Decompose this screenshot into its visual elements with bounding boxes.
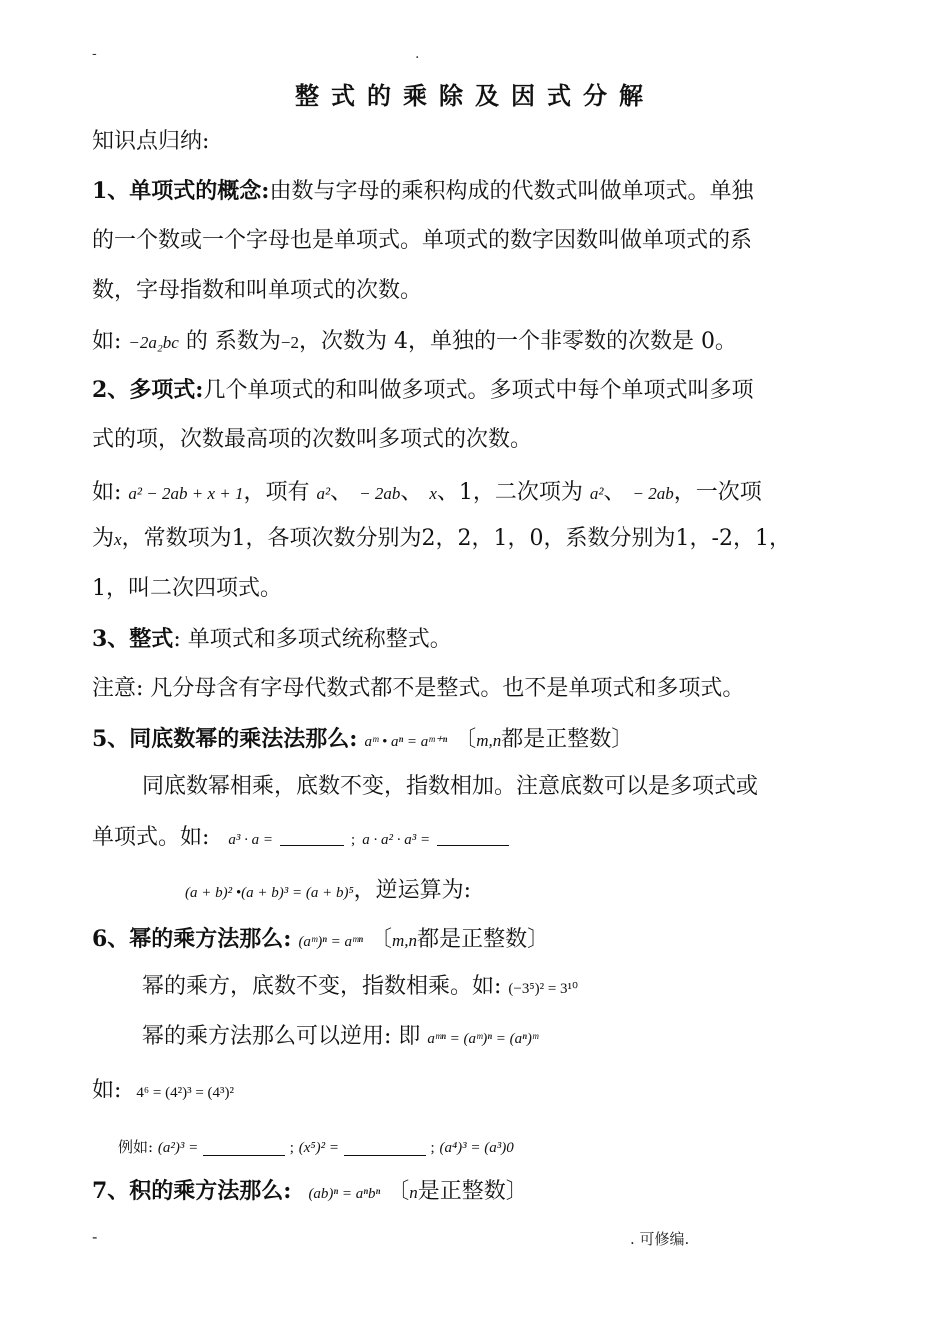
linear-label: ，一次项 xyxy=(673,480,762,505)
polynomial-expression: a² − 2ab + x + 1 xyxy=(128,484,244,503)
rule-2-example: aᵐⁿ = (aᵐ)ⁿ = (aⁿ)ᵐ xyxy=(427,1031,539,1047)
condition-text: 都是正整数〕 xyxy=(501,727,634,752)
section-6-example-line xyxy=(92,1076,234,1108)
monomial-expression: −2a₂bc xyxy=(128,333,179,352)
section-6-rule-2: 幂的乘方法那么可以逆用: 即 xyxy=(142,1024,421,1049)
section-2-heading: 2、多项式: xyxy=(92,377,204,403)
section-3-note: 注意: 凡分母含有字母代数式都不是整式。也不是单项式和多项式。 xyxy=(92,676,745,701)
reverse-operation-label: ，逆运算为: xyxy=(353,878,472,903)
section-2-example-text: ，常数项为1，各项次数分别为2，2，1，0，系数分别为1，-2，1， xyxy=(121,526,791,551)
linear-term: x xyxy=(114,530,122,549)
condition-vars: m,n xyxy=(476,731,502,750)
section-7-line xyxy=(92,1176,528,1209)
example-prefix: 如: xyxy=(92,1078,122,1103)
footer-editable-note: . 可修编. xyxy=(630,1230,690,1248)
header-center-mark: . xyxy=(415,46,420,62)
section-1-text-1: 由数与字母的乘积构成的代数式叫做单项式。单独 xyxy=(269,179,754,204)
exercise-2: (x⁵)² = xyxy=(298,1140,339,1156)
section-2-example-1: 如: a² − 2ab + x + 1，项有 a²、 − 2ab、 x、1，二次项为 a²、 − 2ab，一次项 xyxy=(92,480,762,505)
condition-text: 是正整数〕 xyxy=(417,1179,528,1204)
section-2-text-1: 几个单项式的和叫做多项式。多项式中每个单项式叫多项 xyxy=(203,378,754,403)
term-1: a² xyxy=(316,484,331,503)
example-text-1: 的 系数为 xyxy=(185,329,281,354)
section-6-rule-1-line xyxy=(142,972,578,1004)
condition-open: 〔 xyxy=(454,727,477,752)
section-1-text-2: 的一个数或一个字母也是单项式。单项式的数字因数叫做单项式的系 xyxy=(92,228,753,253)
section-1-line-1 xyxy=(92,176,753,207)
section-3-line xyxy=(92,624,452,655)
header-left-mark: - xyxy=(92,46,97,62)
section-2-line-1 xyxy=(92,375,753,406)
linear-prefix: 为 xyxy=(92,526,115,551)
footer-left-mark: - xyxy=(92,1228,98,1246)
section-5-rule-2-line: 单项式。如: a³ · a = ; a · a² · a³ = xyxy=(92,823,509,855)
section-5-rule-1: 同底数幂相乘，底数不变，指数相加。注意底数可以是多项式或 xyxy=(142,774,759,799)
condition-vars: m,n xyxy=(392,931,418,950)
example-expression: 4⁶ = (4²)³ = (4³)² xyxy=(136,1085,235,1101)
condition-open: 〔 xyxy=(387,1179,410,1204)
exercise-2-blank[interactable] xyxy=(437,831,509,846)
section-3-text: : 单项式和多项式统称整式。 xyxy=(173,627,452,652)
condition-open: 〔 xyxy=(370,927,393,952)
section-5-line xyxy=(92,724,633,757)
quadratic-term-1: a² xyxy=(589,484,604,503)
section-7-heading: 7、积的乘方法那么: xyxy=(92,1178,292,1204)
coefficient-value: −2 xyxy=(280,333,299,352)
exercise-1: a³ · a = xyxy=(228,832,274,848)
terms-label: ，项有 xyxy=(243,480,310,505)
intro-heading: 知识点归纳: xyxy=(92,129,210,154)
section-5-heading: 5、同底数幂的乘法法那么: xyxy=(92,726,358,752)
example-text-2: ，次数为 4，单独的一个非零数的次数是 0。 xyxy=(298,329,737,354)
quadratic-term-2: − 2ab xyxy=(632,484,674,503)
section-6-heading: 6、幂的乘方法那么: xyxy=(92,926,292,952)
section-2-text-2: 式的项，次数最高项的次数叫多项式的次数。 xyxy=(92,427,533,452)
term-3: x xyxy=(429,484,437,503)
section-1-example xyxy=(92,327,737,358)
exercise-1: (a²)³ = xyxy=(157,1140,199,1156)
section-5-example-line xyxy=(185,876,471,908)
section-1-heading: 1、单项式的概念: xyxy=(92,178,270,204)
page-title: 整式的乘除及因式分解 xyxy=(295,81,655,110)
condition-text: 都是正整数〕 xyxy=(417,927,550,952)
rule-1-example: (−3⁵)² = 3¹⁰ xyxy=(508,981,579,997)
exercise-2: a · a² · a³ = xyxy=(362,832,431,848)
section-2-example-2 xyxy=(92,524,791,555)
section-5-rule-2: 单项式。如: xyxy=(92,825,210,850)
product-rule-formula: aᵐ • aⁿ = aᵐ⁺ⁿ xyxy=(364,734,448,750)
section-1-text-3: 数，字母指数和叫单项式的次数。 xyxy=(92,278,423,303)
terms-rest: 、1，二次项为 xyxy=(436,480,583,505)
example-prefix: 如: xyxy=(92,480,122,505)
exercise-1-blank[interactable] xyxy=(203,1141,285,1156)
example-prefix: 如: xyxy=(92,329,122,354)
section-2-example-3: 1，叫二次四项式。 xyxy=(92,576,282,601)
condition-var: n xyxy=(409,1183,418,1202)
power-rule-formula: (aᵐ)ⁿ = aᵐⁿ xyxy=(298,934,364,950)
section-6-line xyxy=(92,924,549,957)
exercise-3: (a + b)² •(a + b)³ = (a + b)⁵ xyxy=(185,885,354,901)
product-power-formula: (ab)ⁿ = aⁿbⁿ xyxy=(308,1186,381,1202)
section-6-rule-1: 幂的乘方，底数不变，指数相乘。如: xyxy=(142,974,502,999)
section-6-rule-2-line xyxy=(142,1022,538,1054)
term-2: − 2ab xyxy=(359,484,401,503)
exercise-2-blank[interactable] xyxy=(344,1141,426,1156)
exercise-label: 例如: xyxy=(118,1138,154,1156)
section-3-heading: 3、整式 xyxy=(92,626,174,652)
section-6-exercises: 例如: (a²)³ = ; (x⁵)² = ; (a⁴)³ = (a³)0 xyxy=(118,1138,514,1156)
exercise-1-blank[interactable] xyxy=(280,831,344,846)
exercise-3: (a⁴)³ = (a³)0 xyxy=(439,1140,514,1156)
